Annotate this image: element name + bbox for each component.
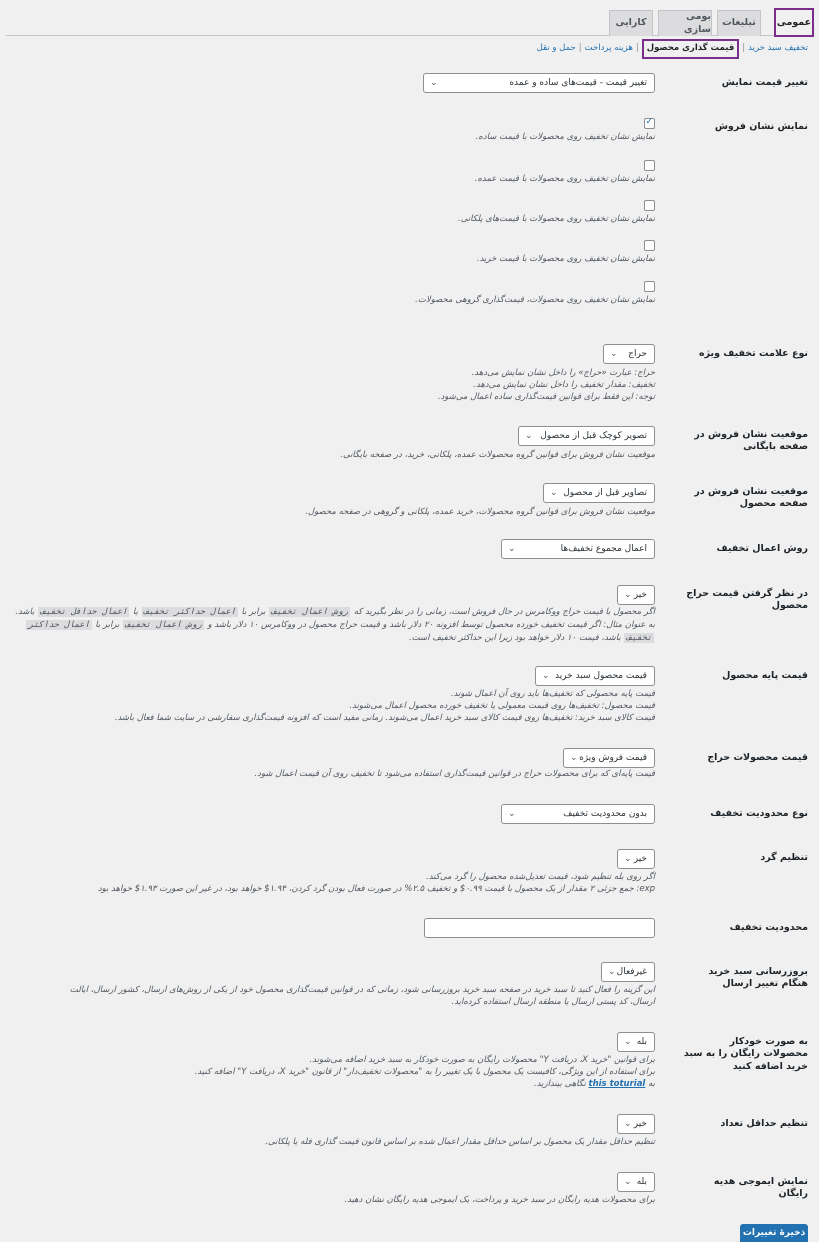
chevron-down-icon: ⌄ [550,488,558,498]
badge-pos-product-value: تصاویر قبل از محصول [563,487,647,498]
min-qty-desc: تنظیم حداقل مقدار یک محصول بر اساس حداقل مقدار اعمال شده بر اساس قانون قیمت گذاری فله یا پلکانی. [265,1137,655,1147]
auto-add-free-desc-1: برای قوانین "خرید X، دریافت Y" محصولات رایگان به صورت خودکار به سبد خرید اضافه می‌شوند. [309,1055,655,1065]
badge-wholesale-text: نمایش نشان تخفیف روی محصولات با قیمت عمده. [474,174,655,184]
badge-type-select[interactable] [603,344,655,364]
code-apply-method: روش اعمال تخفیف [271,607,349,617]
tab-general[interactable]: عمومی [775,9,813,36]
cart-refresh-select[interactable] [601,962,655,982]
rounding-desc-2: exp: جمع جزئی ۲ مقدار از یک محصول با قیمت ۰.۹۹$ و تخفیف ۲.۵% در صورت فعال بودن گرد کردن، ۱.۹۴$ خواهد بود، در غیر این صورت ۱.۹۳$ خواهد بود [97,884,655,894]
gift-emoji-value: بله [636,1176,647,1187]
limit-type-value: بدون محدودیت تخفیف [563,808,647,819]
sale-price-desc: قیمت پایه‌ای که برای محصولات حراج در قوانین قیمت‌گذاری استفاده می‌شود تا تخفیف روی آن قیمت اعمال شود. [254,769,655,779]
chevron-down-icon: ⌄ [508,809,516,819]
badge-group-text: نمایش نشان تخفیف روی محصولات، قیمت‌گذاری گروهی محصولات. [415,295,655,305]
code-apply-method-2: روش اعمال تخفیف [125,620,202,630]
cart-refresh-value: غیرفعال [616,966,647,977]
consider-sale-desc-2: به عنوان مثال: اگر قیمت تخفیف خورده محصول توسط افزونه ۲۰ دلار باشد و قیمت حراج محصول در ووکامرس ۱۰ دلار باشد و روش اعمال تخفیف برابر با اعمال حداکثر [28,620,655,630]
apply-method-select[interactable] [501,539,655,559]
price-display-label: تغییر قیمت نمایش [721,77,808,88]
sale-price-label: قیمت محصولات حراج [707,752,808,763]
badge-simple-text: نمایش نشان تخفیف روی محصولات با قیمت ساده. [475,132,655,142]
badge-pos-product-desc: موقعیت نشان فروش برای قوانین گروه محصولات، خرید عمده، پلکانی و گروهی در صفحه محصول. [305,507,655,517]
code-discount: تخفیف [626,633,652,643]
chevron-down-icon: ⌄ [525,431,533,441]
chevron-down-icon: ⌄ [624,1119,632,1129]
chevron-down-icon: ⌄ [570,753,578,763]
badge-pos-shop-select[interactable] [518,426,655,446]
tutorial-link[interactable]: this toturial [588,1079,646,1089]
rounding-select[interactable] [617,849,655,869]
subsection-nav [537,40,808,58]
badge-purchase-text: نمایش نشان تخفیف روی محصولات با قیمت خرید. [476,254,655,264]
badge-type-label: نوع علامت تخفیف ویژه [698,348,808,359]
price-display-select[interactable] [423,73,655,93]
badge-pos-product-label: موقعیت نشان فروش در صفحه محصول [694,486,808,510]
discount-limit-input[interactable] [424,918,655,938]
settings-tabs [6,7,813,36]
auto-add-free-desc-2: برای استفاده از این ویژگی، کافیست یک محصول با یک تغییر را به "محصولات تخفیف‌دار" از قانون "خرید X، دریافت Y" اضافه کنید. [194,1067,655,1077]
consider-sale-label: در نظر گرفتن قیمت حراج محصول [686,588,808,612]
rounding-desc-1: اگر روی بله تنظیم شود، قیمت تعدیل‌شده محصول را گرد می‌کند. [426,872,655,882]
badge-pos-product-select[interactable] [543,483,655,503]
chevron-down-icon: ⌄ [430,78,438,88]
badge-type-desc-1: حراج: عبارت «حراج» را داخل نشان نمایش می‌دهد. [471,368,655,378]
subnav-separator: | [742,43,746,54]
rounding-value: خیر [633,853,647,864]
sale-badge-label: نمایش نشان فروش [714,121,808,132]
auto-add-free-value: بله [636,1036,647,1047]
limit-type-select[interactable] [501,804,655,824]
limit-type-label: نوع محدودیت تخفیف [710,808,808,819]
gift-emoji-label: نمایش ایموجی هدیه رایگان [713,1176,808,1200]
base-price-desc-1: قیمت پایه محصولی که تخفیف‌ها باید روی آن اعمال شوند. [450,689,655,699]
min-qty-label: تنظیم حداقل تعداد [720,1118,808,1129]
min-qty-value: خیر [633,1118,647,1129]
chevron-down-icon: ⌄ [608,967,616,977]
subnav-payment-fee[interactable]: هزینه پرداخت [584,43,633,54]
save-changes-button[interactable]: ذخیرهٔ تغییرات [740,1224,808,1242]
auto-add-free-select[interactable] [617,1032,655,1052]
tab-localization[interactable]: بومی سازی [658,10,712,36]
chevron-down-icon: ⌄ [542,671,550,681]
auto-add-free-desc-3: به this toturial نگاهی بیندازید. [533,1079,655,1089]
gift-emoji-desc: برای محصولات هدیه رایگان در سبد خرید و پرداخت، یک ایموجی هدیه رایگان نشان دهید. [344,1195,655,1205]
badge-pos-shop-label: موقعیت نشان فروش در صفحه بایگانی [694,429,808,453]
consider-sale-desc-1: اگر محصول با قیمت حراج ووکامرس در حال فروش است، زمانی را در نظر بگیرید که روش اعمال تخفیف برابر با اعمال حداکثر تخفیف یا اعمال حداقل تخفیف باشد. [15,607,655,617]
tab-ads[interactable]: تبلیغات [717,10,761,36]
cart-refresh-label: بروزرسانی سبد خرید هنگام تغییر ارسال [708,966,808,990]
code-apply-max: اعمال حداکثر تخفیف [143,607,236,617]
rounding-label: تنظیم گرد [760,852,808,863]
cart-refresh-desc-2: ارسال، کد پستی ارسال یا منطقه ارسال استفاده کرده‌اید. [451,997,655,1007]
badge-pos-shop-value: تصویر کوچک قبل از محصول [540,430,647,441]
badge-purchase-checkbox[interactable] [644,240,655,251]
apply-method-value: اعمال مجموع تخفیف‌ها [560,543,647,554]
base-price-desc-3: قیمت کالای سبد خرید: تخفیف‌ها روی قیمت کالای سبد خرید اعمال می‌شوند. زمانی مفید است که افزونه قیمت‌گذاری سفارشی در سایت شما فعال باشد. [114,713,655,723]
cart-refresh-desc-1: این گزینه را فعال کنید تا سبد خرید در صفحه سبد خرید بروزرسانی شود، زمانی که در قوانین قیمت‌گذاری محصول خود از یکی از روش‌های ارسال، کشور ارسال، ایالت [69,985,655,995]
badge-tiered-checkbox[interactable] [644,200,655,211]
badge-pos-shop-desc: موقعیت نشان فروش برای قوانین گروه محصولات عمده، پلکانی، خرید، در صفحه بایگانی. [340,450,655,460]
base-price-label: قیمت پایه محصول [722,670,808,681]
min-qty-select[interactable] [617,1114,655,1134]
code-apply-min: اعمال حداقل تخفیف [40,607,128,617]
subnav-cart-discount[interactable]: تخفیف سبد خرید [748,43,808,54]
subnav-separator: | [635,43,639,54]
subnav-product-pricing[interactable]: قیمت گذاری محصول [642,39,740,58]
auto-add-free-label: به صورت خودکار محصولات رایگان را به سبد خرید اضافه کنید [683,1036,808,1072]
apply-method-label: روش اعمال تخفیف [716,543,808,554]
badge-tiered-text: نمایش نشان تخفیف روی محصولات با قیمت‌های پلکانی. [458,214,655,224]
badge-type-desc-3: توجه: این فقط برای قوانین قیمت‌گذاری ساده اعمال می‌شود. [437,392,655,402]
code-apply-max-2: اعمال حداکثر [28,620,90,630]
base-price-select[interactable] [535,666,655,686]
tab-performance[interactable]: کارایی [609,10,653,36]
base-price-value: قیمت محصول سبد خرید [554,670,647,681]
chevron-down-icon: ⌄ [624,590,632,600]
chevron-down-icon: ⌄ [624,1037,632,1047]
subnav-shipping[interactable]: حمل و نقل [536,43,576,54]
badge-simple-checkbox[interactable] [644,118,655,129]
subnav-separator: | [578,43,582,54]
chevron-down-icon: ⌄ [610,349,618,359]
chevron-down-icon: ⌄ [624,1177,632,1187]
sale-price-value: قیمت فروش ویژه [579,752,647,763]
consider-sale-value: خیر [633,589,647,600]
chevron-down-icon: ⌄ [624,854,632,864]
price-display-value: تغییر قیمت - قیمت‌های ساده و عمده [509,77,647,88]
gift-emoji-select[interactable] [617,1172,655,1192]
base-price-desc-2: قیمت محصول: تخفیف‌ها روی قیمت معمولی یا تخفیف خورده محصول اعمال می‌شوند. [349,701,655,711]
consider-sale-desc-3: تخفیف باشد، قیمت ۱۰ دلار خواهد بود زیرا این حداکثر تخفیف است. [408,633,652,643]
consider-sale-select[interactable] [617,585,655,605]
discount-limit-label: محدودیت تخفیف [729,922,808,933]
badge-wholesale-checkbox[interactable] [644,160,655,171]
badge-type-desc-2: تخفیف: مقدار تخفیف را داخل نشان نمایش می‌دهد. [473,380,655,390]
badge-type-value: حراج [628,348,647,359]
sale-price-select[interactable] [563,748,655,768]
badge-group-checkbox[interactable] [644,281,655,292]
chevron-down-icon: ⌄ [508,544,516,554]
